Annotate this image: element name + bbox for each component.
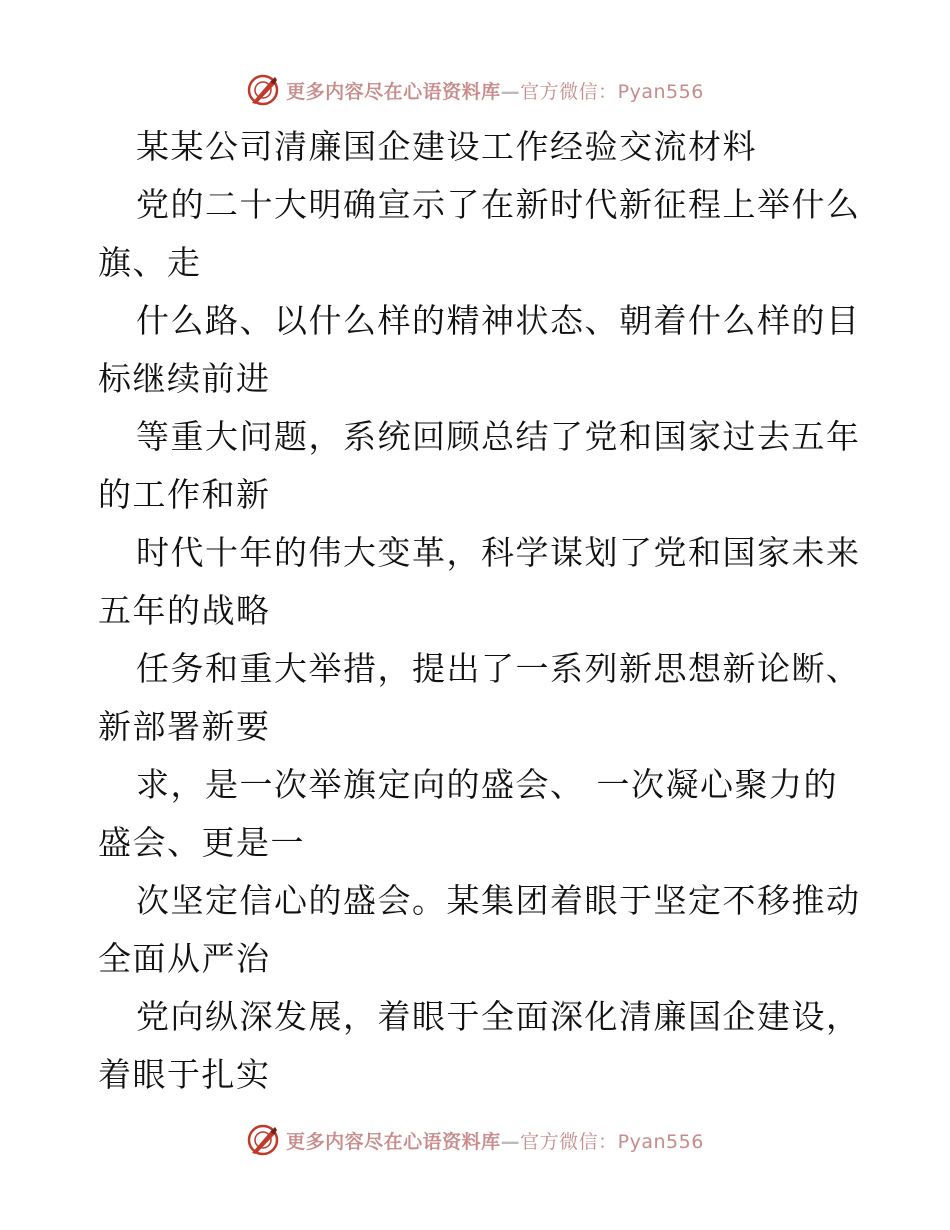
banner-title: 更多内容尽在心语资料库—官方微信：Pyan556 (286, 1130, 704, 1153)
text-line: 什么路、以什么样的精神状态、朝着什么样的目 (136, 301, 861, 340)
pen-logo-icon (246, 1123, 280, 1157)
text-line: 任务和重大举措，提出了一系列新思想新论断、 (136, 649, 861, 688)
pen-logo-icon (246, 73, 280, 107)
header-watermark-banner (0, 70, 950, 110)
footer-watermark-banner (0, 1120, 950, 1160)
text-line: 次坚定信心的盛会。某集团着眼于坚定不移推动 (136, 881, 861, 920)
text-line: 新部署新要 (98, 707, 271, 746)
text-line: 五年的战略 (98, 591, 271, 630)
text-line: 党的二十大明确宣示了在新时代新征程上举什么 (136, 185, 861, 224)
text-line: 的工作和新 (98, 475, 271, 514)
text-line: 标继续前进 (98, 359, 271, 398)
document-title: 某某公司清廉国企建设工作经验交流材料 (136, 127, 757, 166)
text-line: 党向纵深发展，着眼于全面深化清廉国企建设， (136, 997, 861, 1036)
text-line: 全面从严治 (98, 939, 271, 978)
text-line: 等重大问题，系统回顾总结了党和国家过去五年 (136, 417, 861, 456)
text-line: 求，是一次举旗定向的盛会、 一次凝心聚力的 (136, 765, 838, 804)
text-line: 着眼于扎实 (98, 1055, 271, 1094)
text-line: 盛会、更是一 (98, 823, 305, 862)
text-line: 时代十年的伟大变革，科学谋划了党和国家未来 (136, 533, 861, 572)
banner-title: 更多内容尽在心语资料库—官方微信：Pyan556 (286, 80, 704, 103)
document-body (98, 118, 861, 1104)
text-line: 旗、走 (98, 243, 202, 282)
